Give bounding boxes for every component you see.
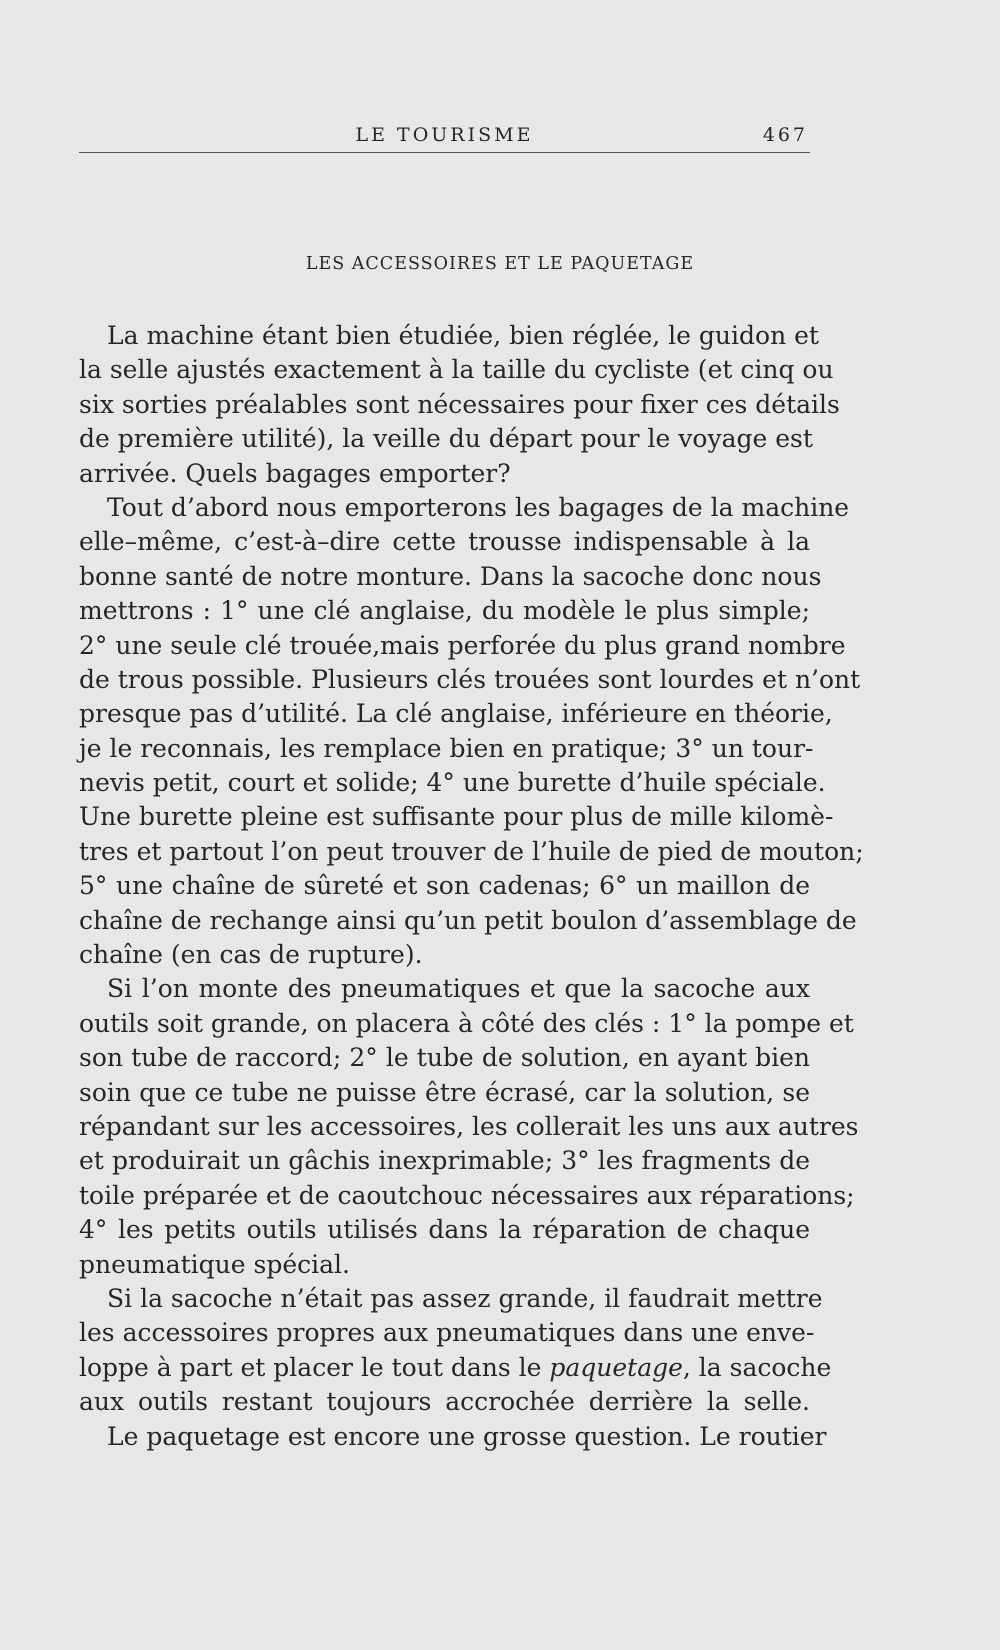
text-line: nevis petit, court et solide; 4° une burette d’huile spéciale. (79, 768, 826, 798)
text-line: mettrons : 1° une clé anglaise, du modèle le plus simple; (79, 596, 810, 626)
text-line: six sorties préalables sont nécessaires pour fixer ces détails (79, 389, 840, 419)
text-line: 5° une chaîne de sûreté et son cadenas; 6° un maillon de (79, 871, 810, 901)
text-line: je le reconnais, les remplace bien en pratique; 3° un tour- (79, 733, 814, 763)
text-line: son tube de raccord; 2° le tube de solution, en ayant bien (79, 1043, 810, 1073)
text-line: chaîne (en cas de rupture). (79, 940, 423, 970)
text-fragment: loppe à part et placer le tout dans le (79, 1352, 542, 1382)
italic-term: paquetage (549, 1352, 683, 1382)
text-line: La machine étant bien étudiée, bien réglée, le guidon et (107, 321, 819, 350)
text-line: elle–même, c’est-à–dire cette trousse indispensable à la (79, 527, 810, 557)
text-line: toile préparée et de caoutchouc nécessaires aux réparations; (79, 1180, 855, 1210)
text-line: 4° les petits outils utilisés dans la réparation de chaque (79, 1215, 810, 1245)
text-line: aux outils restant toujours accrochée derrière la selle. (79, 1387, 810, 1417)
text-line: de trous possible. Plusieurs clés trouées sont lourdes et n’ont (79, 664, 861, 694)
text-line: soin que ce tube ne puisse être écrasé, car la solution, se (79, 1077, 810, 1107)
text-line: Tout d’abord nous emporterons les bagages de la machine (107, 492, 850, 522)
text-line-mixed (79, 1351, 832, 1385)
text-line: presque pas d’utilité. La clé anglaise, inférieure en théorie, (79, 699, 833, 729)
text-line: tres et partout l’on peut trouver de l’huile de pied de mouton; (79, 836, 864, 866)
text-line: et produirait un gâchis inexprimable; 3° les fragments de (79, 1146, 810, 1176)
section-title: LES ACCESSOIRES ET LE PAQUETAGE (305, 254, 695, 274)
running-header (79, 118, 810, 153)
page-number: 467 (762, 124, 808, 146)
text-line: bonne santé de notre monture. Dans la sacoche donc nous (79, 561, 822, 591)
text-line: de première utilité), la veille du départ pour le voyage est (79, 424, 813, 454)
text-line: Si l’on monte des pneumatiques et que la sacoche aux (107, 974, 810, 1004)
text-line: 2° une seule clé trouée,mais perforée du plus grand nombre (79, 630, 846, 660)
text-line: Si la sacoche n’était pas assez grande, il faudrait mettre (107, 1283, 823, 1313)
text-fragment: , la sacoche (682, 1352, 832, 1382)
text-line: les accessoires propres aux pneumatiques dans une enve- (79, 1318, 815, 1348)
text-line: Une burette pleine est suffisante pour plus de mille kilomè- (79, 802, 834, 832)
text-line: outils soit grande, on placera à côté des clés : 1° la pompe et (79, 1008, 854, 1038)
text-line: chaîne de rechange ainsi qu’un petit boulon d’assemblage de (79, 905, 857, 935)
text-line: Le paquetage est encore une grosse question. Le routier (107, 1421, 827, 1451)
text-line: pneumatique spécial. (79, 1249, 350, 1279)
text-line: la selle ajustés exactement à la taille du cycliste (et cinq ou (79, 355, 834, 385)
text-line: répandant sur les accessoires, les collerait les uns aux autres (79, 1111, 859, 1141)
running-title: LE TOURISME (355, 124, 534, 146)
body-text (79, 319, 864, 1454)
text-line: arrivée. Quels bagages emporter? (79, 458, 511, 488)
